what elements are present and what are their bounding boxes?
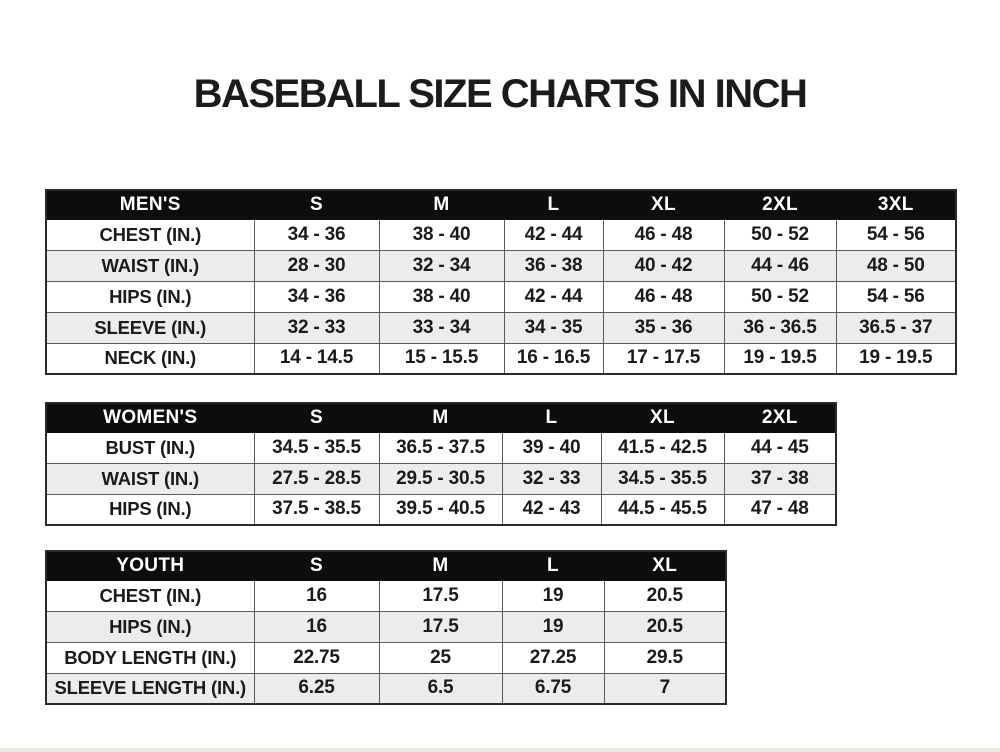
page-title: BASEBALL SIZE CHARTS IN INCH	[193, 72, 807, 116]
measurement-row-label: CHEST (IN.)	[46, 219, 254, 250]
size-chart-table-womens	[45, 402, 837, 526]
size-value-cell: 38 - 40	[379, 281, 504, 312]
size-value-cell: 36 - 36.5	[724, 312, 836, 343]
measurement-row-label: NECK (IN.)	[46, 343, 254, 374]
size-column-header: XL	[604, 551, 726, 580]
table-row	[46, 219, 956, 250]
size-value-cell: 39.5 - 40.5	[379, 494, 502, 525]
size-value-cell: 34.5 - 35.5	[601, 463, 724, 494]
size-value-cell: 35 - 36	[603, 312, 724, 343]
table-row	[46, 343, 956, 374]
header-row	[46, 403, 836, 432]
size-value-cell: 50 - 52	[724, 281, 836, 312]
size-column-header: XL	[601, 403, 724, 432]
size-value-cell: 39 - 40	[502, 432, 601, 463]
measurement-row-label: BUST (IN.)	[46, 432, 254, 463]
mens-size-chart-section	[45, 189, 957, 375]
table-row	[46, 494, 836, 525]
size-value-cell: 44 - 46	[724, 250, 836, 281]
size-column-header: S	[254, 551, 379, 580]
header-row	[46, 551, 726, 580]
size-value-cell: 17.5	[379, 580, 502, 611]
size-value-cell: 17 - 17.5	[603, 343, 724, 374]
size-value-cell: 34 - 36	[254, 219, 379, 250]
size-value-cell: 42 - 43	[502, 494, 601, 525]
measurement-row-label: WAIST (IN.)	[46, 463, 254, 494]
size-column-header: XL	[603, 190, 724, 219]
size-value-cell: 19 - 19.5	[836, 343, 956, 374]
size-value-cell: 36.5 - 37	[836, 312, 956, 343]
table-row	[46, 642, 726, 673]
size-value-cell: 19	[502, 580, 604, 611]
size-value-cell: 28 - 30	[254, 250, 379, 281]
size-value-cell: 20.5	[604, 580, 726, 611]
table-row	[46, 250, 956, 281]
size-value-cell: 6.75	[502, 673, 604, 704]
size-value-cell: 44.5 - 45.5	[601, 494, 724, 525]
size-value-cell: 16 - 16.5	[504, 343, 603, 374]
size-value-cell: 38 - 40	[379, 219, 504, 250]
size-value-cell: 22.75	[254, 642, 379, 673]
size-value-cell: 54 - 56	[836, 219, 956, 250]
size-value-cell: 6.5	[379, 673, 502, 704]
size-value-cell: 25	[379, 642, 502, 673]
measurement-row-label: CHEST (IN.)	[46, 580, 254, 611]
size-value-cell: 27.5 - 28.5	[254, 463, 379, 494]
table-group-label: YOUTH	[46, 551, 254, 580]
table-group-label: WOMEN'S	[46, 403, 254, 432]
size-value-cell: 34.5 - 35.5	[254, 432, 379, 463]
size-value-cell: 48 - 50	[836, 250, 956, 281]
size-value-cell: 16	[254, 580, 379, 611]
size-column-header: L	[502, 403, 601, 432]
size-value-cell: 36 - 38	[504, 250, 603, 281]
bottom-edge-strip	[0, 748, 1000, 752]
size-column-header: L	[502, 551, 604, 580]
size-value-cell: 17.5	[379, 611, 502, 642]
table-row	[46, 281, 956, 312]
size-value-cell: 19	[502, 611, 604, 642]
size-chart-table-youth	[45, 550, 727, 705]
size-column-header: M	[379, 403, 502, 432]
size-value-cell: 47 - 48	[724, 494, 836, 525]
table-group-label: MEN'S	[46, 190, 254, 219]
size-value-cell: 46 - 48	[603, 219, 724, 250]
measurement-row-label: WAIST (IN.)	[46, 250, 254, 281]
size-value-cell: 32 - 33	[502, 463, 601, 494]
size-value-cell: 14 - 14.5	[254, 343, 379, 374]
size-value-cell: 37.5 - 38.5	[254, 494, 379, 525]
size-value-cell: 32 - 33	[254, 312, 379, 343]
table-row	[46, 463, 836, 494]
size-value-cell: 42 - 44	[504, 219, 603, 250]
size-value-cell: 29.5	[604, 642, 726, 673]
measurement-row-label: SLEEVE (IN.)	[46, 312, 254, 343]
size-value-cell: 41.5 - 42.5	[601, 432, 724, 463]
size-value-cell: 32 - 34	[379, 250, 504, 281]
measurement-row-label: BODY LENGTH (IN.)	[46, 642, 254, 673]
size-chart-table-mens	[45, 189, 957, 375]
size-column-header: M	[379, 190, 504, 219]
size-value-cell: 40 - 42	[603, 250, 724, 281]
size-value-cell: 36.5 - 37.5	[379, 432, 502, 463]
womens-size-chart-section	[45, 402, 837, 526]
table-row	[46, 312, 956, 343]
size-column-header: S	[254, 190, 379, 219]
size-value-cell: 46 - 48	[603, 281, 724, 312]
table-row	[46, 673, 726, 704]
size-value-cell: 19 - 19.5	[724, 343, 836, 374]
youth-size-chart-section	[45, 550, 727, 705]
header-row	[46, 190, 956, 219]
table-row	[46, 432, 836, 463]
size-column-header: M	[379, 551, 502, 580]
table-row	[46, 580, 726, 611]
size-value-cell: 44 - 45	[724, 432, 836, 463]
measurement-row-label: HIPS (IN.)	[46, 611, 254, 642]
size-value-cell: 27.25	[502, 642, 604, 673]
size-value-cell: 33 - 34	[379, 312, 504, 343]
size-value-cell: 42 - 44	[504, 281, 603, 312]
size-value-cell: 7	[604, 673, 726, 704]
size-value-cell: 6.25	[254, 673, 379, 704]
size-value-cell: 34 - 35	[504, 312, 603, 343]
size-value-cell: 34 - 36	[254, 281, 379, 312]
size-value-cell: 15 - 15.5	[379, 343, 504, 374]
measurement-row-label: SLEEVE LENGTH (IN.)	[46, 673, 254, 704]
size-value-cell: 20.5	[604, 611, 726, 642]
size-column-header: 2XL	[724, 190, 836, 219]
table-row	[46, 611, 726, 642]
size-value-cell: 50 - 52	[724, 219, 836, 250]
size-column-header: L	[504, 190, 603, 219]
size-value-cell: 16	[254, 611, 379, 642]
size-value-cell: 54 - 56	[836, 281, 956, 312]
size-column-header: S	[254, 403, 379, 432]
size-value-cell: 37 - 38	[724, 463, 836, 494]
size-column-header: 3XL	[836, 190, 956, 219]
size-column-header: 2XL	[724, 403, 836, 432]
size-value-cell: 29.5 - 30.5	[379, 463, 502, 494]
measurement-row-label: HIPS (IN.)	[46, 281, 254, 312]
measurement-row-label: HIPS (IN.)	[46, 494, 254, 525]
